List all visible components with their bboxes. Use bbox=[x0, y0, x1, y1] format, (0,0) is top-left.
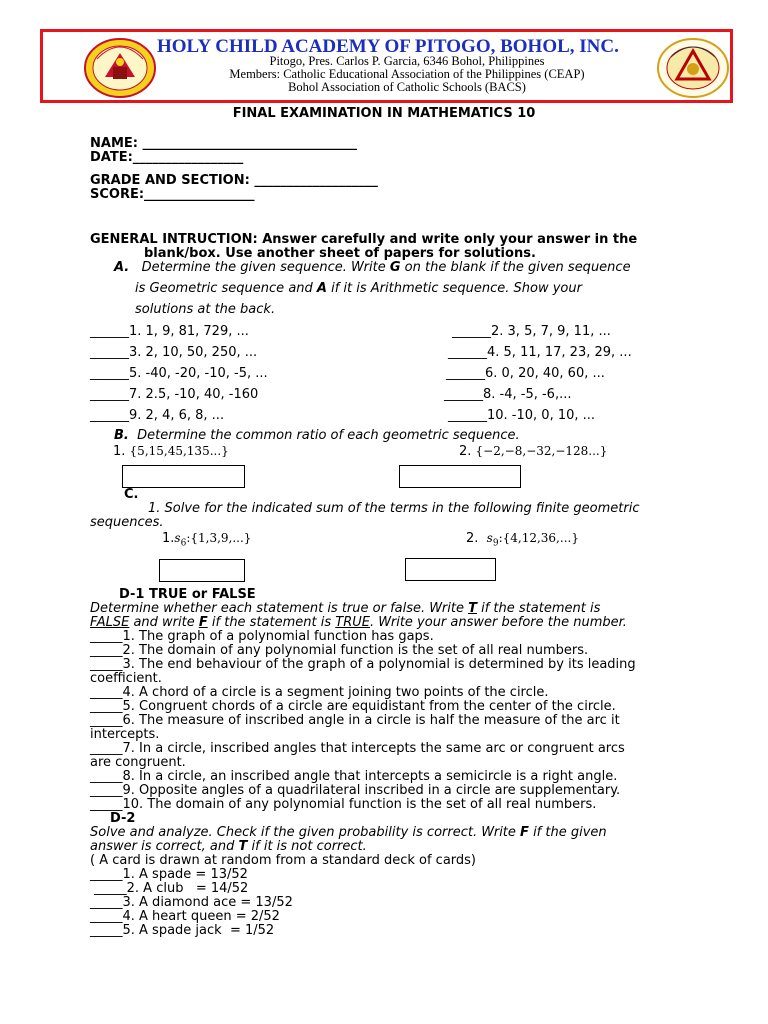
general-instruction: GENERAL INTRUCTION: Answer carefully and write only your answer in the bbox=[90, 232, 638, 247]
part-b-question-1: 1. {5,15,45,135...} bbox=[113, 444, 229, 459]
tf-item-7: _____7. In a circle, inscribed angles that intercepts the same arc or congruent arcs bbox=[90, 741, 625, 756]
school-address: Pitogo, Pres. Carlos P. Garcia, 6346 Bohol, Philippines bbox=[269, 54, 545, 68]
tf-item-7-cont: are congruent. bbox=[90, 755, 186, 770]
seq-item-2: ______2. 3, 5, 7, 9, 11, ... bbox=[452, 324, 611, 339]
name-field: NAME: _________________________________ bbox=[90, 136, 357, 151]
seq-item-6: ______6. 0, 20, 40, 60, ... bbox=[446, 366, 605, 381]
part-d1-label: D-1 TRUE or FALSE bbox=[119, 587, 256, 602]
part-c-question-2: 2. $s_9:\{4,12,36,...\}$ bbox=[466, 531, 579, 549]
seq-item-1: ______1. 1, 9, 81, 729, ... bbox=[90, 324, 249, 339]
part-d2-label: D-2 bbox=[110, 811, 136, 826]
prob-item-2: _____2. A club = 14/52 bbox=[90, 881, 249, 896]
answer-box-b2[interactable] bbox=[399, 465, 521, 488]
prob-item-3: _____3. A diamond ace = 13/52 bbox=[90, 895, 293, 910]
bacs-seal-icon bbox=[655, 37, 731, 99]
part-c-instruction: 1. Solve for the indicated sum of the terms in the following finite geometric bbox=[148, 501, 640, 516]
tf-item-6: _____6. The measure of inscribed angle in a circle is half the measure of the arc it bbox=[90, 713, 620, 728]
tf-item-10: _____10. The domain of any polynomial function is the set of all real numbers. bbox=[90, 797, 597, 812]
grade-section-field: GRADE AND SECTION: ___________________ bbox=[90, 173, 378, 188]
prob-item-1: _____1. A spade = 13/52 bbox=[90, 867, 248, 882]
date-field: DATE:_________________ bbox=[90, 150, 244, 165]
part-b-question-2: 2. {−2,−8,−32,−128...} bbox=[459, 444, 608, 459]
tf-item-4: _____4. A chord of a circle is a segment joining two points of the circle. bbox=[90, 685, 549, 700]
prob-item-5: _____5. A spade jack = 1/52 bbox=[90, 923, 275, 938]
seq-item-8: ______8. -4, -5, -6,... bbox=[444, 387, 572, 402]
prob-item-4: _____4. A heart queen = 2/52 bbox=[90, 909, 280, 924]
part-d2-note: ( A card is drawn at random from a standard deck of cards) bbox=[90, 853, 477, 868]
part-a-instruction-3: solutions at the back. bbox=[135, 302, 276, 317]
exam-title: FINAL EXAMINATION IN MATHEMATICS 10 bbox=[232, 106, 536, 121]
answer-box-c1[interactable] bbox=[159, 559, 245, 582]
general-instruction-cont: blank/box. Use another sheet of papers for solutions. bbox=[144, 246, 536, 261]
tf-item-3: _____3. The end behaviour of the graph of a polynomial is determined by its leading bbox=[90, 657, 636, 672]
part-c-question-1: $1.s_6:\{1,3,9,...\}$ bbox=[162, 531, 252, 549]
part-c-label: C. bbox=[124, 487, 139, 502]
seq-item-3: ______3. 2, 10, 50, 250, ... bbox=[90, 345, 258, 360]
school-association: Bohol Association of Catholic Schools (BACS) bbox=[288, 80, 526, 94]
tf-item-5: _____5. Congruent chords of a circle are equidistant from the center of the circle. bbox=[90, 699, 616, 714]
tf-item-8: _____8. In a circle, an inscribed angle that intercepts a semicircle is a right angle. bbox=[90, 769, 618, 784]
school-name: HOLY CHILD ACADEMY OF PITOGO, BOHOL, INC. bbox=[157, 36, 619, 57]
tf-item-3-cont: coefficient. bbox=[90, 671, 162, 686]
part-c-instruction-2: sequences. bbox=[90, 515, 164, 530]
part-d2-instruction-2: answer is correct, and T if it is not correct. bbox=[90, 839, 367, 854]
school-membership: Members: Catholic Educational Association of the Philippines (CEAP) bbox=[229, 67, 585, 81]
part-a-instruction: A. Determine the given sequence. Write G on the blank if the given sequence bbox=[114, 260, 631, 275]
part-d1-instruction: Determine whether each statement is true or false. Write T if the statement is bbox=[90, 601, 601, 616]
tf-item-6-cont: intercepts. bbox=[90, 727, 160, 742]
school-seal-icon bbox=[83, 37, 157, 99]
tf-item-2: _____2. The domain of any polynomial function is the set of all real numbers. bbox=[90, 643, 589, 658]
seq-item-10: ______10. -10, 0, 10, ... bbox=[448, 408, 596, 423]
part-b-instruction: B. Determine the common ratio of each geometric sequence. bbox=[114, 428, 520, 443]
answer-box-b1[interactable] bbox=[122, 465, 245, 488]
part-a-instruction-2: is Geometric sequence and A if it is Arithmetic sequence. Show your bbox=[135, 281, 582, 296]
seq-item-4: ______4. 5, 11, 17, 23, 29, ... bbox=[448, 345, 632, 360]
part-d1-instruction-2: FALSE and write F if the statement is TRUE. Write your answer before the number. bbox=[90, 615, 627, 630]
seq-item-5: ______5. -40, -20, -10, -5, ... bbox=[90, 366, 268, 381]
tf-item-1: _____1. The graph of a polynomial function has gaps. bbox=[90, 629, 434, 644]
answer-box-c2[interactable] bbox=[405, 558, 496, 581]
part-d2-instruction: Solve and analyze. Check if the given probability is correct. Write F if the given bbox=[90, 825, 607, 840]
score-field: SCORE:_________________ bbox=[90, 187, 255, 202]
seq-item-7: ______7. 2.5, -10, 40, -160 bbox=[90, 387, 259, 402]
tf-item-9: _____9. Opposite angles of a quadrilateral inscribed in a circle are supplementary. bbox=[90, 783, 621, 798]
seq-item-9: ______9. 2, 4, 6, 8, ... bbox=[90, 408, 225, 423]
